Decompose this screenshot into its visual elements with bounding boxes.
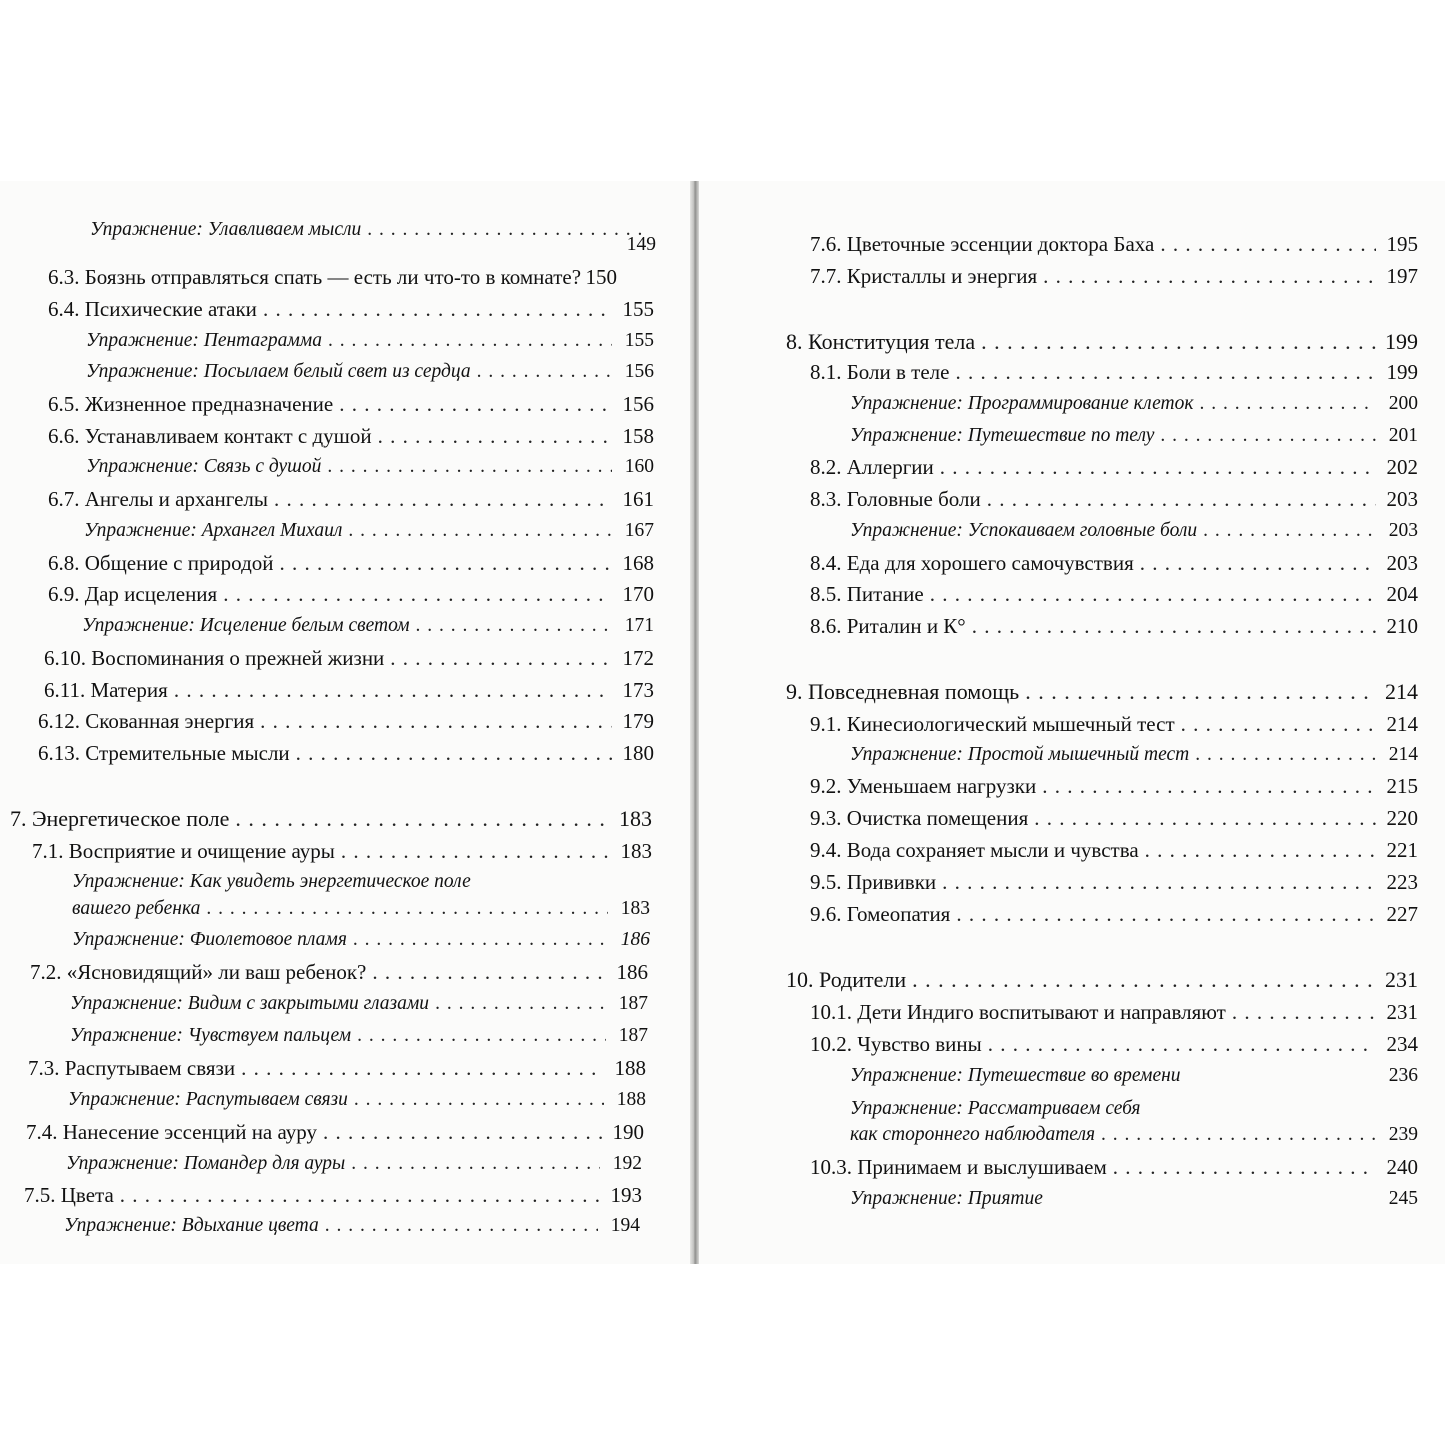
toc-page: 150 xyxy=(585,265,618,289)
toc-page: 183 xyxy=(619,806,652,831)
toc-page: 210 xyxy=(1386,614,1418,638)
toc-entry xyxy=(810,452,1418,482)
toc-entry xyxy=(82,611,654,641)
toc-page: 186 xyxy=(620,929,650,950)
toc-title: Упражнение: Вдыхание цвета xyxy=(64,1215,319,1236)
toc-page: 200 xyxy=(1388,393,1418,414)
toc-page: 214 xyxy=(1385,679,1418,704)
toc-page: 170 xyxy=(622,582,654,606)
toc-title: Упражнение: Путешествие по телу xyxy=(850,425,1155,446)
toc-entry xyxy=(850,740,1418,770)
toc-leader xyxy=(353,925,608,955)
toc-entry xyxy=(810,709,1418,739)
toc-title: Упражнение: Успокаиваем головные боли xyxy=(850,520,1198,541)
toc-title: 6.5. Жизненное предназначение xyxy=(48,392,334,416)
toc-leader xyxy=(1145,835,1376,865)
toc-entry xyxy=(48,484,654,514)
toc-page: 214 xyxy=(1386,712,1418,736)
toc-entry xyxy=(850,516,1418,546)
toc-entry xyxy=(26,1117,644,1147)
toc-page: 188 xyxy=(614,1056,646,1080)
toc-leader xyxy=(1043,261,1376,291)
toc-entry xyxy=(72,894,650,924)
toc-leader xyxy=(972,611,1376,641)
toc-entry xyxy=(70,1021,648,1051)
toc-entry xyxy=(810,261,1418,291)
toc-title: 8.1. Боли в теле xyxy=(810,360,950,384)
toc-entry xyxy=(850,1184,1418,1214)
toc-page: 183 xyxy=(620,898,650,919)
toc-title: 9.4. Вода сохраняет мысли и чувства xyxy=(810,838,1139,862)
toc-page: 187 xyxy=(618,993,648,1014)
toc-page: 203 xyxy=(1388,520,1418,541)
toc-title: 9.3. Очистка помещения xyxy=(810,806,1029,830)
toc-entry xyxy=(850,421,1418,451)
toc-entry xyxy=(810,611,1418,641)
toc-title: 9.5. Прививки xyxy=(810,870,937,894)
toc-entry xyxy=(72,925,650,955)
toc-title: 7. Энергетическое поле xyxy=(10,806,230,831)
toc-leader xyxy=(1195,740,1376,770)
toc-leader xyxy=(263,294,612,324)
toc-leader xyxy=(1101,1120,1376,1150)
toc-page: 221 xyxy=(1386,838,1418,862)
toc-leader xyxy=(367,215,644,245)
toc-leader xyxy=(341,836,610,866)
toc-leader xyxy=(390,643,612,673)
toc-page: 190 xyxy=(612,1120,644,1144)
toc-entry xyxy=(810,579,1418,609)
toc-title: 9.2. Уменьшаем нагрузки xyxy=(810,774,1037,798)
toc-leader xyxy=(1199,389,1376,419)
toc-entry xyxy=(810,484,1418,514)
toc-page: 155 xyxy=(622,297,654,321)
toc-entry xyxy=(850,1061,1418,1091)
toc-title: 6.12. Скованная энергия xyxy=(38,709,255,733)
toc-page: 199 xyxy=(1386,360,1418,384)
toc-page: 183 xyxy=(620,839,652,863)
toc-title: 8.6. Риталин и К° xyxy=(810,614,966,638)
toc-page: 203 xyxy=(1386,551,1418,575)
toc-title: Упражнение: Пентаграмма xyxy=(86,330,322,351)
toc-title: 10.1. Дети Индиго воспитывают и направляют xyxy=(810,1000,1226,1024)
toc-title: 6.3. Боязнь отправляться спать — есть ли что-то в комнате? xyxy=(48,265,582,289)
toc-leader xyxy=(1140,548,1376,578)
toc-title: 6.7. Ангелы и архангелы xyxy=(48,487,268,511)
toc-entry xyxy=(84,516,654,546)
toc-entry xyxy=(68,1085,646,1115)
toc-page: 188 xyxy=(616,1089,646,1110)
toc-leader xyxy=(912,965,1376,995)
toc-entry xyxy=(48,548,654,578)
toc-leader xyxy=(296,738,612,768)
toc-page: 156 xyxy=(624,361,654,382)
toc-title: Упражнение: Фиолетовое пламя xyxy=(72,929,347,950)
toc-title: 6.11. Материя xyxy=(44,678,168,702)
toc-page: 161 xyxy=(622,487,654,511)
toc-entry xyxy=(810,229,1418,259)
toc-title: 8.5. Питание xyxy=(810,582,924,606)
toc-title: Упражнение: Путешествие во времени xyxy=(850,1065,1181,1086)
toc-title: 7.6. Цветочные эссенции доктора Баха xyxy=(810,232,1155,256)
toc-page: 186 xyxy=(616,960,648,984)
toc-leader xyxy=(348,516,612,546)
toc-title-line1: Упражнение: Рассматриваем себя xyxy=(850,1098,1141,1119)
toc-page: 231 xyxy=(1385,967,1418,992)
toc-page: 214 xyxy=(1388,744,1418,765)
toc-leader xyxy=(372,957,606,987)
toc-page: 192 xyxy=(612,1153,642,1174)
toc-entry xyxy=(32,836,652,866)
toc-title: 9.6. Гомеопатия xyxy=(810,902,951,926)
toc-page: 234 xyxy=(1386,1032,1418,1056)
book-gutter xyxy=(690,181,699,1264)
toc-title: 6.13. Стремительные мысли xyxy=(38,741,290,765)
toc-title: 6.4. Психические атаки xyxy=(48,297,257,321)
toc-title-line2: как стороннего наблюдателя xyxy=(850,1124,1096,1145)
toc-entry xyxy=(810,357,1418,387)
toc-leader xyxy=(378,421,612,451)
toc-title-line1: Упражнение: Как увидеть энергетическое поле xyxy=(72,871,471,892)
toc-page: 195 xyxy=(1386,232,1418,256)
toc-title: Упражнение: Распутываем связи xyxy=(68,1089,348,1110)
toc-title: 6.8. Общение с природой xyxy=(48,551,274,575)
toc-entry xyxy=(48,389,654,419)
toc-leader xyxy=(260,706,612,736)
toc-leader xyxy=(1034,803,1376,833)
toc-leader xyxy=(339,389,612,419)
toc-leader xyxy=(323,1117,602,1147)
toc-entry xyxy=(810,548,1418,578)
toc-title: 10. Родители xyxy=(786,967,907,992)
toc-leader xyxy=(930,579,1376,609)
toc-title: 6.10. Воспоминания о прежней жизни xyxy=(44,646,385,670)
toc-page: 202 xyxy=(1386,455,1418,479)
toc-title: Упражнение: Посылаем белый свет из сердца xyxy=(86,361,471,382)
toc-entry xyxy=(86,452,654,482)
toc-page: 240 xyxy=(1386,1155,1418,1179)
toc-page: 215 xyxy=(1386,774,1418,798)
toc-title: 9. Повседневная помощь xyxy=(786,679,1020,704)
toc-page: 155 xyxy=(624,330,654,351)
toc-chapter xyxy=(786,677,1418,707)
toc-page: 187 xyxy=(618,1025,648,1046)
toc-entry xyxy=(64,1211,640,1241)
toc-page: 220 xyxy=(1386,806,1418,830)
toc-entry xyxy=(48,294,654,324)
toc-leader xyxy=(416,611,612,641)
toc-page: 156 xyxy=(622,392,654,416)
toc-title: 7.4. Нанесение эссенций на ауру xyxy=(26,1120,317,1144)
toc-page: 203 xyxy=(1386,487,1418,511)
toc-entry xyxy=(24,1180,642,1210)
toc-page: 201 xyxy=(1388,425,1418,446)
toc-entry xyxy=(90,215,650,245)
toc-leader xyxy=(981,327,1376,357)
toc-entry xyxy=(48,421,654,451)
toc-leader xyxy=(1232,997,1376,1027)
toc-title: Упражнение: Помандер для ауры xyxy=(66,1153,346,1174)
toc-leader xyxy=(354,1085,604,1115)
toc-page: 149 xyxy=(626,234,656,255)
toc-title-line2: вашего ребенка xyxy=(72,898,201,919)
toc-entry xyxy=(44,643,654,673)
toc-entry xyxy=(810,899,1418,929)
toc-entry xyxy=(38,706,654,736)
toc-page: 194 xyxy=(610,1215,640,1236)
toc-entry xyxy=(850,389,1418,419)
toc-leader xyxy=(1025,677,1376,707)
toc-entry xyxy=(70,989,648,1019)
toc-leader xyxy=(940,452,1376,482)
toc-page: 160 xyxy=(624,456,654,477)
toc-page: 231 xyxy=(1386,1000,1418,1024)
toc-leader xyxy=(206,894,608,924)
toc-title: 9.1. Кинесиологический мышечный тест xyxy=(810,712,1175,736)
toc-chapter xyxy=(786,327,1418,357)
toc-page: 239 xyxy=(1388,1124,1418,1145)
toc-leader xyxy=(435,989,606,1019)
toc-leader xyxy=(274,484,612,514)
toc-leader xyxy=(174,675,612,705)
toc-leader xyxy=(235,804,610,834)
toc-leader xyxy=(477,357,612,387)
toc-entry xyxy=(86,357,654,387)
toc-title: 6.9. Дар исцеления xyxy=(48,582,218,606)
toc-page: 180 xyxy=(622,741,654,765)
toc-entry xyxy=(86,326,654,356)
toc-leader xyxy=(351,1149,600,1179)
toc-title: 7.3. Распутываем связи xyxy=(28,1056,236,1080)
toc-entry xyxy=(44,675,654,705)
toc-leader xyxy=(357,1021,606,1051)
toc-page: 204 xyxy=(1386,582,1418,606)
toc-title: Упражнение: Улавливаем мысли xyxy=(90,219,362,240)
toc-title: 10.2. Чувство вины xyxy=(810,1032,982,1056)
toc-title: 7.1. Восприятие и очищение ауры xyxy=(32,839,335,863)
toc-leader xyxy=(1181,709,1376,739)
toc-leader xyxy=(223,579,612,609)
toc-entry xyxy=(810,1029,1418,1059)
toc-leader xyxy=(328,326,612,356)
toc-page: 172 xyxy=(622,646,654,670)
toc-page: 227 xyxy=(1386,902,1418,926)
toc-entry xyxy=(48,262,654,292)
toc-page: 197 xyxy=(1386,264,1418,288)
toc-entry xyxy=(66,1149,642,1179)
toc-chapter xyxy=(10,804,652,834)
toc-entry xyxy=(810,771,1418,801)
toc-page: 245 xyxy=(1388,1188,1418,1209)
toc-leader xyxy=(1160,421,1376,451)
toc-leader xyxy=(988,1029,1376,1059)
toc-page: 171 xyxy=(624,615,654,636)
toc-leader xyxy=(942,867,1376,897)
toc-chapter xyxy=(786,965,1418,995)
toc-title: 8. Конституция тела xyxy=(786,329,976,354)
toc-leader xyxy=(1113,1152,1376,1182)
toc-entry xyxy=(810,997,1418,1027)
toc-title: 8.3. Головные боли xyxy=(810,487,981,511)
toc-leader xyxy=(241,1053,604,1083)
toc-leader xyxy=(987,484,1376,514)
toc-leader xyxy=(1042,771,1376,801)
toc-title: 8.4. Еда для хорошего самочувствия xyxy=(810,551,1134,575)
toc-entry xyxy=(810,803,1418,833)
toc-title: Упражнение: Видим с закрытыми глазами xyxy=(70,993,430,1014)
toc-page: 236 xyxy=(1388,1065,1418,1086)
toc-leader xyxy=(120,1180,600,1210)
toc-leader xyxy=(280,548,612,578)
toc-page: 158 xyxy=(622,424,654,448)
toc-title: Упражнение: Архангел Михаил xyxy=(84,520,343,541)
toc-leader xyxy=(956,899,1376,929)
toc-entry xyxy=(48,579,654,609)
toc-title: Упражнение: Связь с душой xyxy=(86,456,322,477)
toc-title: 10.3. Принимаем и выслушиваем xyxy=(810,1155,1107,1179)
toc-leader xyxy=(955,357,1376,387)
toc-page: 199 xyxy=(1385,329,1418,354)
toc-title: Упражнение: Чувствуем пальцем xyxy=(70,1025,352,1046)
toc-title: 7.7. Кристаллы и энергия xyxy=(810,264,1038,288)
toc-title: Упражнение: Приятие xyxy=(850,1188,1043,1209)
toc-leader xyxy=(327,452,612,482)
toc-page: 179 xyxy=(622,709,654,733)
toc-page: 223 xyxy=(1386,870,1418,894)
toc-title: 7.5. Цвета xyxy=(24,1183,114,1207)
toc-entry xyxy=(810,1152,1418,1182)
toc-leader xyxy=(1203,516,1376,546)
toc-page: 168 xyxy=(622,551,654,575)
toc-title: 8.2. Аллергии xyxy=(810,455,934,479)
toc-entry xyxy=(620,230,654,260)
toc-entry xyxy=(810,867,1418,897)
toc-leader xyxy=(325,1211,598,1241)
toc-title: Упражнение: Программирование клеток xyxy=(850,393,1194,414)
toc-page: 193 xyxy=(610,1183,642,1207)
toc-title: 7.2. «Ясновидящий» ли ваш ребенок? xyxy=(30,960,367,984)
toc-entry xyxy=(850,1120,1418,1150)
toc-title: Упражнение: Исцеление белым светом xyxy=(82,615,410,636)
toc-title: 6.6. Устанавливаем контакт с душой xyxy=(48,424,372,448)
toc-entry xyxy=(30,957,648,987)
toc-entry xyxy=(28,1053,646,1083)
toc-entry xyxy=(810,835,1418,865)
toc-page: 167 xyxy=(624,520,654,541)
toc-leader xyxy=(1160,229,1376,259)
toc-title: Упражнение: Простой мышечный тест xyxy=(850,744,1190,765)
toc-page: 173 xyxy=(622,678,654,702)
toc-entry xyxy=(38,738,654,768)
